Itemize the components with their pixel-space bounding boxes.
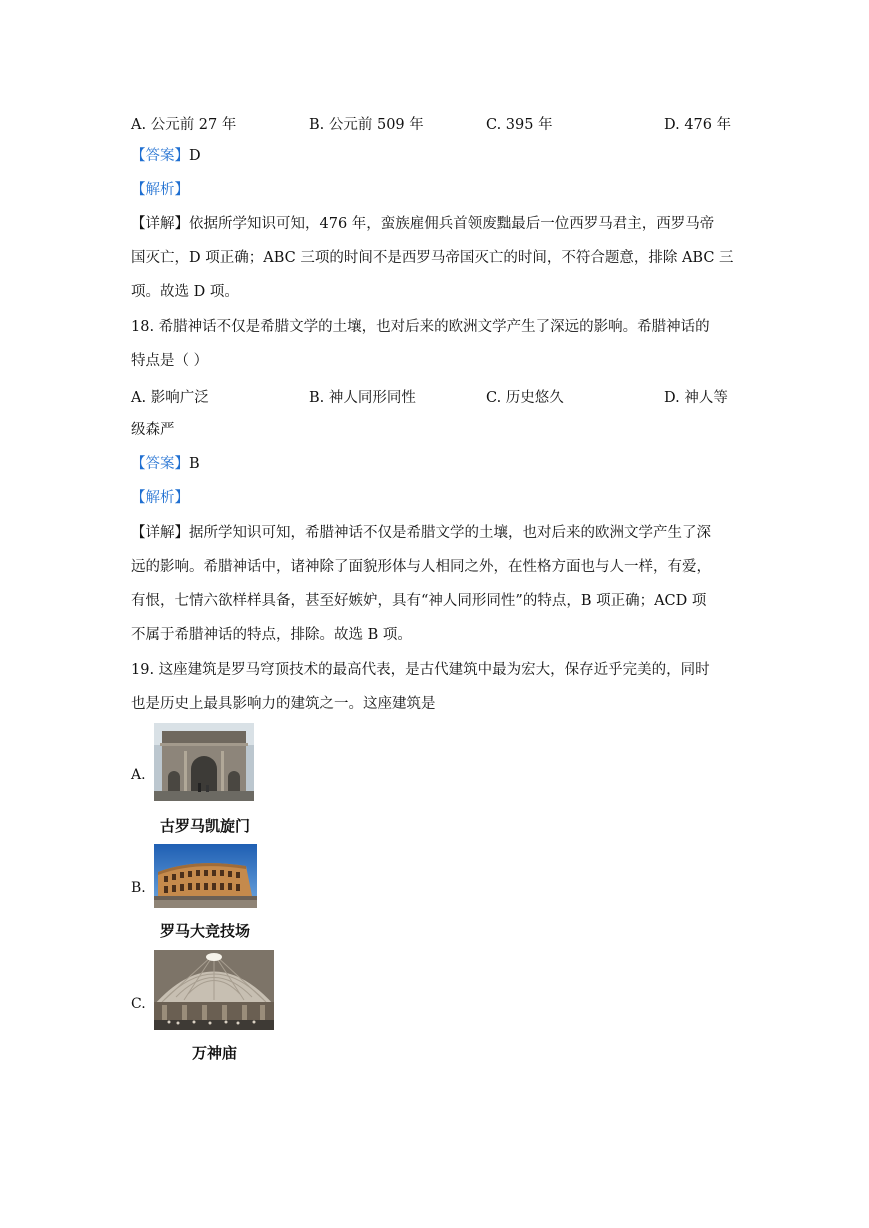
q17-analysis-tag: 【解析】 bbox=[131, 182, 189, 198]
q19-choice-a-caption: 古罗马凯旋门 bbox=[160, 817, 251, 835]
answer-tag: 【答案】 bbox=[131, 148, 189, 164]
q17-detail-line-1: 【详解】依据所学知识可知，476 年，蛮族雇佣兵首领废黜最后一位西罗马君主，西罗马帝 bbox=[131, 216, 715, 232]
colosseum-photo bbox=[154, 844, 257, 908]
q17-option-d: D. 476 年 bbox=[664, 117, 732, 133]
q17-option-a: A. 公元前 27 年 bbox=[131, 117, 237, 133]
q18-option-c: C. 历史悠久 bbox=[486, 390, 564, 406]
q18-detail-line-3: 有恨，七情六欲样样具备，甚至好嫉妒，具有“神人同形同性”的特点，B 项正确；ACD 项 bbox=[131, 593, 707, 609]
q19-choice-c-letter: C. bbox=[131, 996, 146, 1012]
q18-option-d: D. 神人等 bbox=[664, 390, 728, 406]
q19-choice-c-caption: 万神庙 bbox=[192, 1044, 238, 1062]
q18-option-d-wrap: 级森严 bbox=[131, 422, 175, 438]
q17-detail-line-2: 国灭亡，D 项正确；ABC 三项的时间不是西罗马帝国灭亡的时间，不符合题意，排除 ABC 三 bbox=[131, 250, 734, 266]
q18-detail-line-4: 不属于希腊神话的特点，排除。故选 B 项。 bbox=[131, 627, 412, 643]
detail-tag: 【详解】 bbox=[131, 525, 189, 541]
q19-stem-line-1: 19. 这座建筑是罗马穹顶技术的最高代表，是古代建筑中最为宏大，保存近乎完美的，同时 bbox=[131, 662, 710, 678]
q17-answer bbox=[131, 146, 201, 166]
q19-choice-b-letter: B. bbox=[131, 880, 146, 896]
q19-choice-b-caption: 罗马大竞技场 bbox=[160, 922, 251, 940]
q18-option-b: B. 神人同形同性 bbox=[309, 390, 416, 406]
q18-answer bbox=[131, 454, 200, 474]
detail-tag: 【详解】 bbox=[131, 216, 189, 232]
q18-stem-line-2: 特点是（ ） bbox=[131, 353, 209, 369]
q18-option-a: A. 影响广泛 bbox=[131, 390, 209, 406]
pantheon-interior-photo bbox=[154, 950, 274, 1030]
q18-stem-line-1: 18. 希腊神话不仅是希腊文学的土壤，也对后来的欧洲文学产生了深远的影响。希腊神话的 bbox=[131, 319, 710, 335]
q18-detail-line-2: 远的影响。希腊神话中，诸神除了面貌形体与人相同之外，在性格方面也与人一样，有爱， bbox=[131, 559, 711, 575]
q18-detail-line-1: 【详解】据所学知识可知，希腊神话不仅是希腊文学的土壤，也对后来的欧洲文学产生了深 bbox=[131, 525, 711, 541]
q19-stem-line-2: 也是历史上最具影响力的建筑之一。这座建筑是 bbox=[131, 696, 436, 712]
arch-of-triumph-photo bbox=[154, 723, 254, 801]
q17-option-c: C. 395 年 bbox=[486, 117, 553, 133]
answer-value: D bbox=[189, 148, 201, 164]
q18-options bbox=[131, 386, 741, 408]
answer-value: B bbox=[189, 456, 200, 472]
q17-option-b: B. 公元前 509 年 bbox=[309, 117, 424, 133]
q19-choice-a-letter: A. bbox=[131, 767, 146, 783]
q17-detail-line-3: 项。故选 D 项。 bbox=[131, 284, 239, 300]
q17-options bbox=[131, 113, 741, 135]
answer-tag: 【答案】 bbox=[131, 456, 189, 472]
q18-analysis-tag: 【解析】 bbox=[131, 490, 189, 506]
